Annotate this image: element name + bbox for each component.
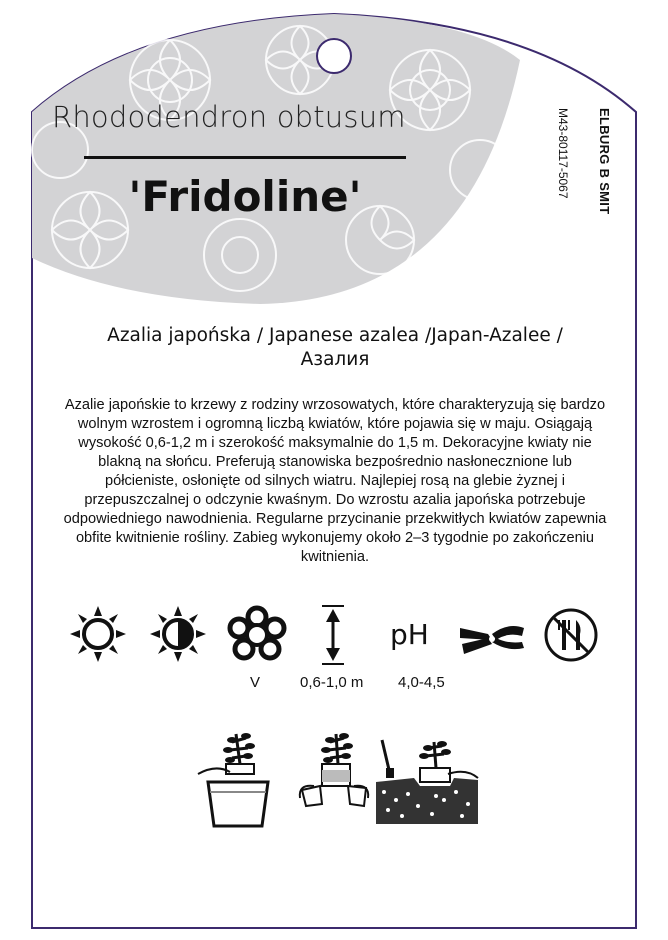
hang-hole: [317, 39, 351, 73]
common-names: Azalia japońska / Japanese azalea /Japan-Azalee / Азалия: [107, 325, 563, 370]
sun-icon: [68, 604, 128, 664]
flower-icon: [226, 604, 288, 666]
plant-in-soil-icon: [374, 738, 480, 826]
flowering-month: V: [250, 674, 261, 691]
side-text: [556, 108, 612, 238]
watering-pot-icon: [196, 724, 280, 828]
product-code: M43-80117-5067: [556, 108, 570, 199]
brand-name: ELBURG B SMIT: [597, 108, 612, 215]
pruning-shears-icon: [458, 614, 526, 658]
height-value: 0,6-1,0 m: [300, 674, 364, 691]
height-arrow-icon: [318, 604, 348, 666]
cultivar-name: 'Fridoline': [128, 172, 362, 221]
not-edible-icon: [542, 606, 600, 664]
title-divider: [84, 156, 406, 159]
latin-name: Rhododendron obtusum: [52, 100, 406, 134]
ph-label: pH: [390, 618, 429, 651]
description: Azalie japońskie to krzewy z rodziny wrzosowatych, które charakteryzują się bardzo wolnym wzrostem i ogromną liczbą kwiatów, które pojawia się w maju. Osiągają wysokość 0,6-1,2 m i szerokość maksymalnie do 1,5 m. Dekoracyjne kwiaty nie blakną na słońcu. Preferują stanowiska bezpośrednio nasłonecznione lub półcieniste, osłonięte od silnych wiatru. Najlepiej rosą na glebie żyznej i przepuszczalnej o odczynie kwaśnym. Do wzrostu azalia japońska potrzebuje odpowiedniego nawodnienia. Regularne przycinanie przekwitłych kwiatów zapewnia obfite kwitnienie rośliny. Zabieg wykonujemy około 2–3 tygodnie po zakończeniu kwitnienia.: [63, 397, 607, 565]
ph-range: 4,0-4,5: [398, 674, 445, 691]
half-shade-icon: [148, 604, 208, 664]
remove-pot-icon: [296, 724, 372, 828]
